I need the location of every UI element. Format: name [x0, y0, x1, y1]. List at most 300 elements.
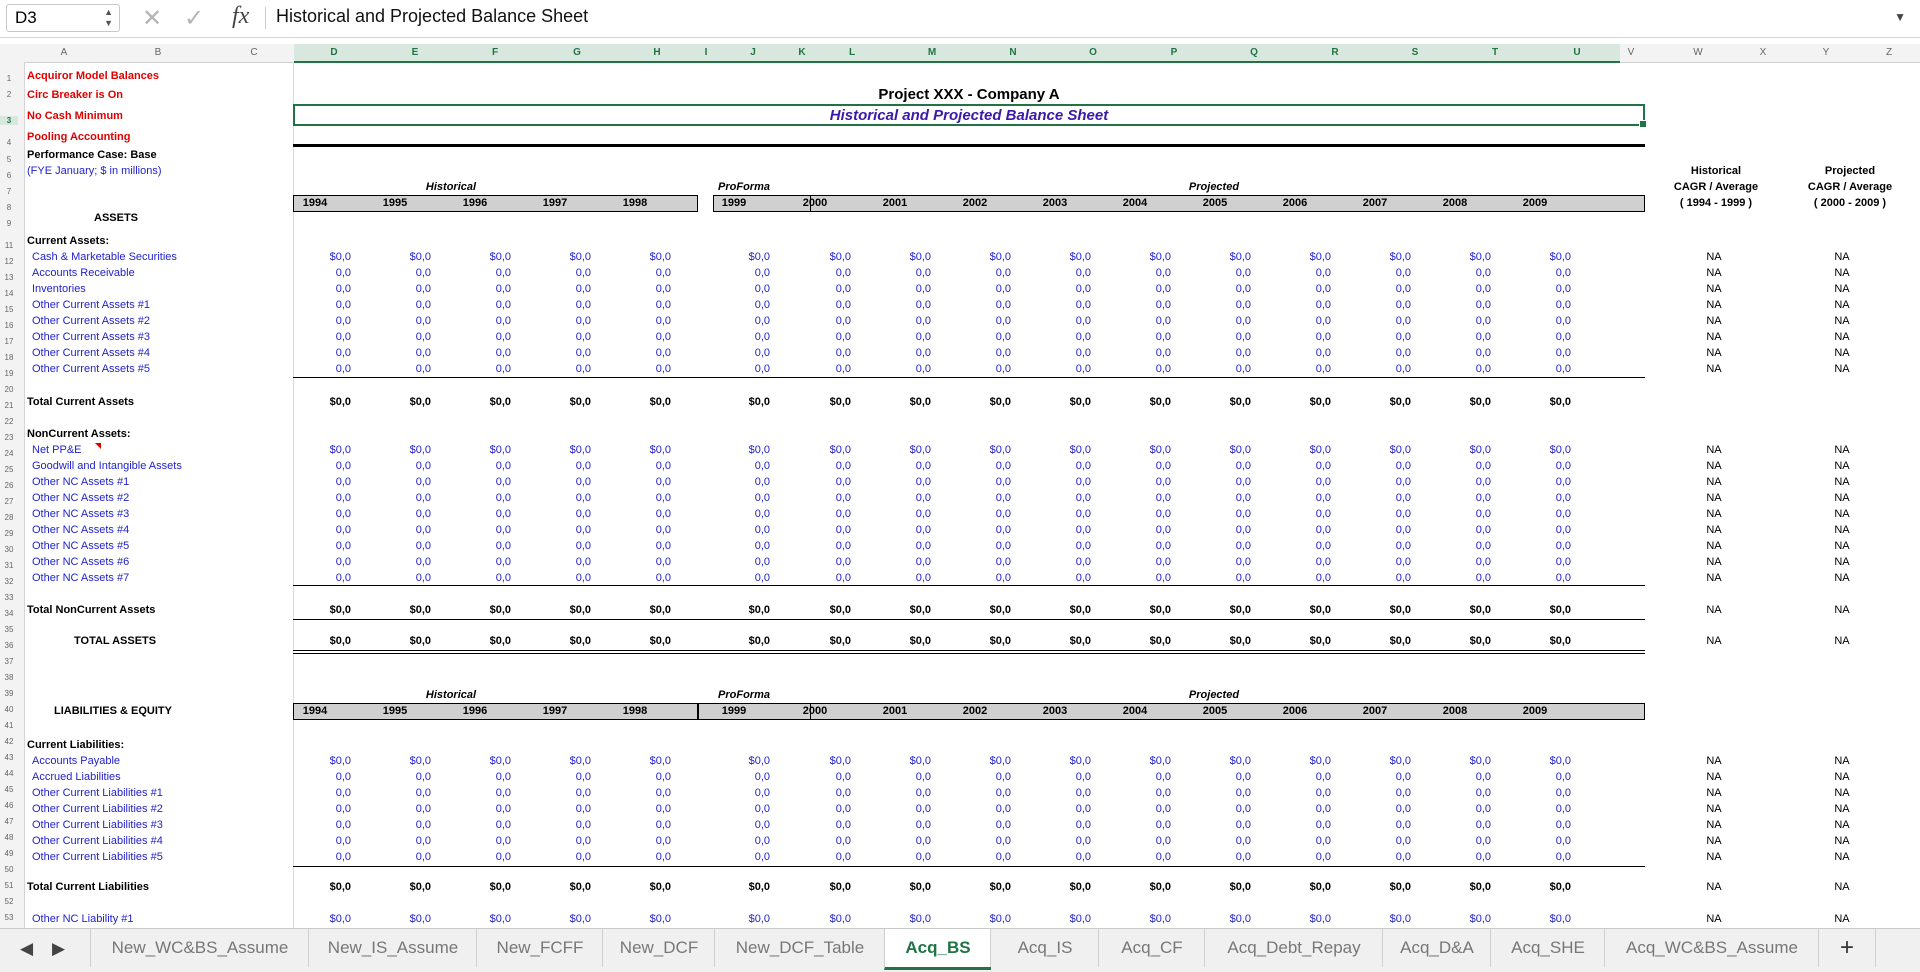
row-number[interactable]: 46 [4, 801, 14, 810]
value-cell[interactable]: 0,0 [1475, 363, 1491, 375]
value-cell[interactable]: 0,0 [1395, 331, 1411, 343]
value-cell[interactable]: 0,0 [575, 476, 591, 488]
row-number[interactable]: 1 [6, 74, 12, 83]
value-cell[interactable]: 0,0 [1395, 835, 1411, 847]
row-number[interactable]: 5 [6, 155, 12, 164]
value-cell[interactable]: $0,0 [409, 604, 431, 616]
cagr-cell[interactable]: NA [1834, 881, 1850, 893]
value-cell[interactable]: 0,0 [995, 819, 1011, 831]
value-cell[interactable]: 0,0 [575, 835, 591, 847]
value-cell[interactable]: 0,0 [1475, 851, 1491, 863]
sheet-tab[interactable]: Acq_Debt_Repay [1204, 929, 1383, 967]
row-number[interactable]: 2 [6, 90, 12, 99]
value-cell[interactable]: 0,0 [1235, 283, 1251, 295]
value-cell[interactable]: 0,0 [655, 819, 671, 831]
value-cell[interactable]: 0,0 [835, 492, 851, 504]
cagr-cell[interactable]: NA [1706, 913, 1722, 925]
value-cell[interactable]: 0,0 [835, 460, 851, 472]
value-cell[interactable]: $0,0 [1149, 635, 1171, 647]
value-cell[interactable]: $0,0 [748, 604, 770, 616]
value-cell[interactable]: $0,0 [748, 635, 770, 647]
row-number[interactable]: 27 [4, 497, 14, 506]
value-cell[interactable]: $0,0 [1469, 913, 1491, 925]
cagr-cell[interactable]: NA [1706, 476, 1722, 488]
value-cell[interactable]: 0,0 [655, 315, 671, 327]
cagr-cell[interactable]: NA [1706, 835, 1722, 847]
value-cell[interactable]: 0,0 [915, 283, 931, 295]
value-cell[interactable]: $0,0 [989, 604, 1011, 616]
value-cell[interactable]: 0,0 [495, 363, 511, 375]
value-cell[interactable]: 0,0 [1315, 787, 1331, 799]
value-cell[interactable]: $0,0 [1469, 396, 1491, 408]
value-cell[interactable]: 0,0 [415, 771, 431, 783]
cagr-cell[interactable]: NA [1706, 540, 1722, 552]
value-cell[interactable]: 0,0 [835, 347, 851, 359]
value-cell[interactable]: 0,0 [495, 540, 511, 552]
value-cell[interactable]: 0,0 [995, 572, 1011, 584]
value-cell[interactable]: 0,0 [1475, 476, 1491, 488]
value-cell[interactable]: 0,0 [754, 492, 770, 504]
cagr-cell[interactable]: NA [1834, 508, 1850, 520]
value-cell[interactable]: $0,0 [649, 251, 671, 263]
cagr-cell[interactable]: NA [1706, 347, 1722, 359]
value-cell[interactable]: $0,0 [1229, 755, 1251, 767]
sheet-tab[interactable]: Acq_CF [1098, 929, 1205, 967]
value-cell[interactable]: 0,0 [754, 771, 770, 783]
value-cell[interactable]: 0,0 [655, 803, 671, 815]
value-cell[interactable]: 0,0 [415, 835, 431, 847]
scroll-tabs-right-icon[interactable]: ▶ [52, 939, 66, 958]
cagr-cell[interactable]: NA [1706, 331, 1722, 343]
value-cell[interactable]: $0,0 [329, 635, 351, 647]
value-cell[interactable]: $0,0 [748, 444, 770, 456]
value-cell[interactable]: $0,0 [649, 444, 671, 456]
value-cell[interactable]: 0,0 [835, 835, 851, 847]
value-cell[interactable]: 0,0 [1075, 851, 1091, 863]
value-cell[interactable]: 0,0 [1075, 476, 1091, 488]
column-header[interactable]: E [411, 47, 419, 58]
value-cell[interactable]: 0,0 [1475, 347, 1491, 359]
value-cell[interactable]: $0,0 [329, 881, 351, 893]
value-cell[interactable]: 0,0 [1155, 803, 1171, 815]
cagr-cell[interactable]: NA [1834, 635, 1850, 647]
value-cell[interactable]: $0,0 [909, 251, 931, 263]
value-cell[interactable]: $0,0 [1309, 444, 1331, 456]
value-cell[interactable]: 0,0 [1395, 540, 1411, 552]
cagr-cell[interactable]: NA [1706, 363, 1722, 375]
value-cell[interactable]: 0,0 [1395, 819, 1411, 831]
value-cell[interactable]: 0,0 [1555, 835, 1571, 847]
cagr-cell[interactable]: NA [1834, 524, 1850, 536]
value-cell[interactable]: $0,0 [489, 396, 511, 408]
value-cell[interactable]: $0,0 [748, 251, 770, 263]
value-cell[interactable]: $0,0 [1309, 251, 1331, 263]
value-cell[interactable]: 0,0 [575, 508, 591, 520]
value-cell[interactable]: 0,0 [1395, 460, 1411, 472]
value-cell[interactable]: $0,0 [1069, 881, 1091, 893]
value-cell[interactable]: 0,0 [1235, 347, 1251, 359]
cagr-cell[interactable]: NA [1706, 460, 1722, 472]
value-cell[interactable]: 0,0 [575, 363, 591, 375]
value-cell[interactable]: $0,0 [1389, 881, 1411, 893]
value-cell[interactable]: 0,0 [835, 803, 851, 815]
sheet-tab[interactable]: Acq_WC&BS_Assume [1604, 929, 1819, 967]
value-cell[interactable]: 0,0 [415, 267, 431, 279]
sheet-grid[interactable] [24, 62, 1920, 928]
row-number[interactable]: 7 [6, 187, 12, 196]
value-cell[interactable]: 0,0 [1395, 851, 1411, 863]
value-cell[interactable]: $0,0 [1309, 881, 1331, 893]
row-number[interactable]: 42 [4, 737, 14, 746]
value-cell[interactable]: 0,0 [835, 540, 851, 552]
value-cell[interactable]: 0,0 [1235, 267, 1251, 279]
value-cell[interactable]: 0,0 [995, 283, 1011, 295]
value-cell[interactable]: $0,0 [1389, 755, 1411, 767]
value-cell[interactable]: 0,0 [335, 819, 351, 831]
value-cell[interactable]: 0,0 [575, 283, 591, 295]
row-number[interactable]: 21 [4, 401, 14, 410]
value-cell[interactable]: 0,0 [1315, 347, 1331, 359]
row-number[interactable]: 35 [4, 625, 14, 634]
value-cell[interactable]: 0,0 [1075, 556, 1091, 568]
row-number[interactable]: 4 [6, 138, 12, 147]
value-cell[interactable]: 0,0 [495, 283, 511, 295]
value-cell[interactable]: 0,0 [835, 771, 851, 783]
cagr-cell[interactable]: NA [1706, 315, 1722, 327]
column-header[interactable]: U [1573, 47, 1581, 58]
value-cell[interactable]: 0,0 [1075, 508, 1091, 520]
value-cell[interactable]: 0,0 [995, 508, 1011, 520]
value-cell[interactable]: 0,0 [655, 524, 671, 536]
value-cell[interactable]: 0,0 [754, 556, 770, 568]
column-header[interactable]: X [1759, 47, 1767, 58]
value-cell[interactable]: $0,0 [489, 881, 511, 893]
value-cell[interactable]: 0,0 [655, 299, 671, 311]
value-cell[interactable]: $0,0 [1549, 881, 1571, 893]
value-cell[interactable]: 0,0 [915, 299, 931, 311]
value-cell[interactable]: 0,0 [754, 835, 770, 847]
value-cell[interactable]: $0,0 [649, 913, 671, 925]
value-cell[interactable]: 0,0 [1475, 283, 1491, 295]
value-cell[interactable]: $0,0 [1069, 913, 1091, 925]
value-cell[interactable]: 0,0 [1075, 460, 1091, 472]
row-number[interactable]: 17 [4, 337, 14, 346]
value-cell[interactable]: 0,0 [1395, 347, 1411, 359]
value-cell[interactable]: 0,0 [495, 556, 511, 568]
value-cell[interactable]: $0,0 [409, 881, 431, 893]
value-cell[interactable]: $0,0 [989, 755, 1011, 767]
value-cell[interactable]: 0,0 [335, 476, 351, 488]
sheet-tab-active[interactable]: Acq_BS [884, 929, 991, 970]
value-cell[interactable]: 0,0 [835, 572, 851, 584]
value-cell[interactable]: $0,0 [489, 251, 511, 263]
column-header[interactable]: F [491, 47, 499, 58]
cagr-cell[interactable]: NA [1834, 803, 1850, 815]
value-cell[interactable]: 0,0 [575, 556, 591, 568]
value-cell[interactable]: 0,0 [995, 299, 1011, 311]
value-cell[interactable]: $0,0 [748, 881, 770, 893]
value-cell[interactable]: $0,0 [1469, 881, 1491, 893]
cagr-cell[interactable]: NA [1834, 572, 1850, 584]
value-cell[interactable]: $0,0 [829, 635, 851, 647]
value-cell[interactable]: 0,0 [575, 460, 591, 472]
value-cell[interactable]: 0,0 [1155, 572, 1171, 584]
value-cell[interactable]: 0,0 [1155, 819, 1171, 831]
row-number[interactable]: 33 [4, 593, 14, 602]
cagr-cell[interactable]: NA [1834, 604, 1850, 616]
value-cell[interactable]: 0,0 [1315, 851, 1331, 863]
value-cell[interactable]: 0,0 [415, 460, 431, 472]
select-all-corner[interactable] [0, 44, 24, 62]
column-header[interactable]: Z [1885, 47, 1893, 58]
row-number[interactable]: 3 [0, 116, 18, 125]
sheet-tab[interactable]: New_WC&BS_Assume [90, 929, 309, 967]
row-number[interactable]: 9 [6, 219, 12, 228]
value-cell[interactable]: 0,0 [1075, 347, 1091, 359]
value-cell[interactable]: 0,0 [915, 572, 931, 584]
value-cell[interactable]: 0,0 [835, 331, 851, 343]
value-cell[interactable]: 0,0 [1395, 556, 1411, 568]
value-cell[interactable]: $0,0 [329, 444, 351, 456]
value-cell[interactable]: 0,0 [1555, 492, 1571, 504]
value-cell[interactable]: $0,0 [1069, 444, 1091, 456]
value-cell[interactable]: 0,0 [1315, 524, 1331, 536]
value-cell[interactable]: 0,0 [835, 267, 851, 279]
value-cell[interactable]: 0,0 [1235, 835, 1251, 847]
value-cell[interactable]: $0,0 [1309, 913, 1331, 925]
value-cell[interactable]: $0,0 [1149, 913, 1171, 925]
cagr-cell[interactable]: NA [1706, 251, 1722, 263]
value-cell[interactable]: 0,0 [1395, 492, 1411, 504]
value-cell[interactable]: $0,0 [649, 396, 671, 408]
value-cell[interactable]: $0,0 [569, 755, 591, 767]
value-cell[interactable]: $0,0 [489, 635, 511, 647]
value-cell[interactable]: $0,0 [989, 396, 1011, 408]
row-number[interactable]: 47 [4, 817, 14, 826]
row-number[interactable]: 37 [4, 657, 14, 666]
value-cell[interactable]: $0,0 [1549, 396, 1571, 408]
value-cell[interactable]: $0,0 [1549, 755, 1571, 767]
column-header[interactable]: C [250, 47, 258, 58]
value-cell[interactable]: 0,0 [1475, 299, 1491, 311]
row-number[interactable]: 20 [4, 385, 14, 394]
value-cell[interactable]: $0,0 [329, 251, 351, 263]
value-cell[interactable]: 0,0 [335, 363, 351, 375]
value-cell[interactable]: 0,0 [655, 347, 671, 359]
column-header[interactable]: O [1089, 47, 1097, 58]
value-cell[interactable]: 0,0 [995, 540, 1011, 552]
column-header[interactable]: Y [1822, 47, 1830, 58]
value-cell[interactable]: $0,0 [1389, 444, 1411, 456]
value-cell[interactable]: 0,0 [575, 787, 591, 799]
column-header[interactable]: A [60, 47, 68, 58]
value-cell[interactable]: 0,0 [1475, 492, 1491, 504]
value-cell[interactable]: 0,0 [655, 267, 671, 279]
value-cell[interactable]: 0,0 [754, 315, 770, 327]
cagr-cell[interactable]: NA [1834, 787, 1850, 799]
sheet-tab[interactable]: New_FCFF [476, 929, 603, 967]
value-cell[interactable]: 0,0 [1235, 851, 1251, 863]
column-header[interactable]: G [573, 47, 581, 58]
value-cell[interactable]: 0,0 [1395, 315, 1411, 327]
value-cell[interactable]: 0,0 [1395, 572, 1411, 584]
value-cell[interactable]: $0,0 [569, 251, 591, 263]
value-cell[interactable]: 0,0 [1555, 771, 1571, 783]
value-cell[interactable]: 0,0 [1235, 508, 1251, 520]
cagr-cell[interactable]: NA [1706, 299, 1722, 311]
value-cell[interactable]: $0,0 [329, 913, 351, 925]
value-cell[interactable]: 0,0 [335, 508, 351, 520]
value-cell[interactable]: 0,0 [1315, 835, 1331, 847]
cagr-cell[interactable]: NA [1706, 604, 1722, 616]
value-cell[interactable]: $0,0 [1149, 881, 1171, 893]
value-cell[interactable]: 0,0 [1315, 508, 1331, 520]
row-number[interactable]: 50 [4, 865, 14, 874]
value-cell[interactable]: $0,0 [829, 913, 851, 925]
value-cell[interactable]: 0,0 [915, 315, 931, 327]
value-cell[interactable]: 0,0 [835, 524, 851, 536]
value-cell[interactable]: 0,0 [915, 363, 931, 375]
value-cell[interactable]: $0,0 [1389, 635, 1411, 647]
row-number[interactable]: 25 [4, 465, 14, 474]
value-cell[interactable]: 0,0 [495, 331, 511, 343]
value-cell[interactable]: 0,0 [1555, 283, 1571, 295]
value-cell[interactable]: 0,0 [1235, 315, 1251, 327]
cagr-cell[interactable]: NA [1706, 524, 1722, 536]
value-cell[interactable]: $0,0 [1229, 444, 1251, 456]
formula-expand-icon[interactable]: ▼ [1894, 10, 1906, 24]
value-cell[interactable]: $0,0 [829, 251, 851, 263]
row-number[interactable]: 24 [4, 449, 14, 458]
value-cell[interactable]: 0,0 [1395, 299, 1411, 311]
cagr-cell[interactable]: NA [1706, 492, 1722, 504]
row-number[interactable]: 49 [4, 849, 14, 858]
value-cell[interactable]: 0,0 [754, 460, 770, 472]
value-cell[interactable]: 0,0 [915, 331, 931, 343]
value-cell[interactable]: 0,0 [495, 347, 511, 359]
value-cell[interactable]: $0,0 [909, 444, 931, 456]
column-header[interactable]: W [1693, 47, 1703, 58]
value-cell[interactable]: 0,0 [415, 540, 431, 552]
value-cell[interactable]: 0,0 [1155, 299, 1171, 311]
value-cell[interactable]: $0,0 [649, 881, 671, 893]
value-cell[interactable]: 0,0 [655, 835, 671, 847]
value-cell[interactable]: 0,0 [495, 315, 511, 327]
value-cell[interactable]: 0,0 [1075, 267, 1091, 279]
value-cell[interactable]: 0,0 [1235, 819, 1251, 831]
value-cell[interactable]: 0,0 [995, 267, 1011, 279]
value-cell[interactable]: 0,0 [915, 347, 931, 359]
sheet-tab[interactable]: New_DCF [602, 929, 715, 967]
cagr-cell[interactable]: NA [1706, 267, 1722, 279]
value-cell[interactable]: $0,0 [909, 604, 931, 616]
value-cell[interactable]: 0,0 [1555, 851, 1571, 863]
value-cell[interactable]: 0,0 [655, 572, 671, 584]
value-cell[interactable]: 0,0 [995, 363, 1011, 375]
value-cell[interactable]: 0,0 [495, 460, 511, 472]
value-cell[interactable]: 0,0 [995, 771, 1011, 783]
cagr-cell[interactable]: NA [1834, 299, 1850, 311]
cagr-cell[interactable]: NA [1834, 347, 1850, 359]
value-cell[interactable]: 0,0 [915, 819, 931, 831]
cagr-cell[interactable]: NA [1706, 819, 1722, 831]
value-cell[interactable]: 0,0 [495, 851, 511, 863]
value-cell[interactable]: 0,0 [1475, 508, 1491, 520]
value-cell[interactable]: $0,0 [829, 396, 851, 408]
value-cell[interactable]: 0,0 [1235, 460, 1251, 472]
sheet-tab[interactable]: Acq_SHE [1490, 929, 1605, 967]
value-cell[interactable]: 0,0 [655, 787, 671, 799]
value-cell[interactable]: $0,0 [569, 444, 591, 456]
value-cell[interactable]: 0,0 [655, 851, 671, 863]
value-cell[interactable]: 0,0 [1475, 803, 1491, 815]
value-cell[interactable]: 0,0 [495, 803, 511, 815]
row-number[interactable]: 19 [4, 369, 14, 378]
value-cell[interactable]: 0,0 [495, 267, 511, 279]
value-cell[interactable]: 0,0 [995, 787, 1011, 799]
value-cell[interactable]: $0,0 [489, 444, 511, 456]
value-cell[interactable]: 0,0 [995, 835, 1011, 847]
value-cell[interactable]: 0,0 [915, 460, 931, 472]
value-cell[interactable]: 0,0 [1155, 267, 1171, 279]
row-number[interactable]: 6 [6, 171, 12, 180]
value-cell[interactable]: 0,0 [1155, 347, 1171, 359]
cagr-cell[interactable]: NA [1834, 363, 1850, 375]
cagr-cell[interactable]: NA [1706, 771, 1722, 783]
value-cell[interactable]: 0,0 [335, 572, 351, 584]
value-cell[interactable]: 0,0 [835, 315, 851, 327]
value-cell[interactable]: 0,0 [335, 556, 351, 568]
value-cell[interactable]: $0,0 [1149, 444, 1171, 456]
value-cell[interactable]: 0,0 [835, 508, 851, 520]
value-cell[interactable]: 0,0 [415, 492, 431, 504]
column-header[interactable]: S [1411, 47, 1419, 58]
cagr-cell[interactable]: NA [1706, 556, 1722, 568]
value-cell[interactable]: $0,0 [569, 913, 591, 925]
row-number[interactable]: 30 [4, 545, 14, 554]
value-cell[interactable]: $0,0 [409, 251, 431, 263]
value-cell[interactable]: $0,0 [1549, 913, 1571, 925]
value-cell[interactable]: 0,0 [415, 299, 431, 311]
value-cell[interactable]: 0,0 [915, 540, 931, 552]
value-cell[interactable]: 0,0 [415, 508, 431, 520]
value-cell[interactable]: 0,0 [754, 540, 770, 552]
value-cell[interactable]: 0,0 [1475, 819, 1491, 831]
value-cell[interactable]: $0,0 [1469, 251, 1491, 263]
value-cell[interactable]: 0,0 [1235, 492, 1251, 504]
value-cell[interactable]: $0,0 [989, 444, 1011, 456]
value-cell[interactable]: $0,0 [1229, 913, 1251, 925]
value-cell[interactable]: 0,0 [1555, 476, 1571, 488]
value-cell[interactable]: 0,0 [575, 572, 591, 584]
value-cell[interactable]: $0,0 [909, 635, 931, 647]
value-cell[interactable]: $0,0 [909, 881, 931, 893]
value-cell[interactable]: $0,0 [989, 251, 1011, 263]
row-number[interactable]: 8 [6, 203, 12, 212]
value-cell[interactable]: 0,0 [754, 524, 770, 536]
row-number[interactable]: 15 [4, 305, 14, 314]
value-cell[interactable]: 0,0 [835, 299, 851, 311]
cagr-cell[interactable]: NA [1706, 283, 1722, 295]
value-cell[interactable]: 0,0 [495, 508, 511, 520]
value-cell[interactable]: 0,0 [655, 476, 671, 488]
value-cell[interactable]: 0,0 [1395, 524, 1411, 536]
value-cell[interactable]: $0,0 [409, 444, 431, 456]
value-cell[interactable]: 0,0 [1155, 476, 1171, 488]
value-cell[interactable]: 0,0 [335, 524, 351, 536]
value-cell[interactable]: 0,0 [995, 524, 1011, 536]
value-cell[interactable]: 0,0 [1155, 787, 1171, 799]
